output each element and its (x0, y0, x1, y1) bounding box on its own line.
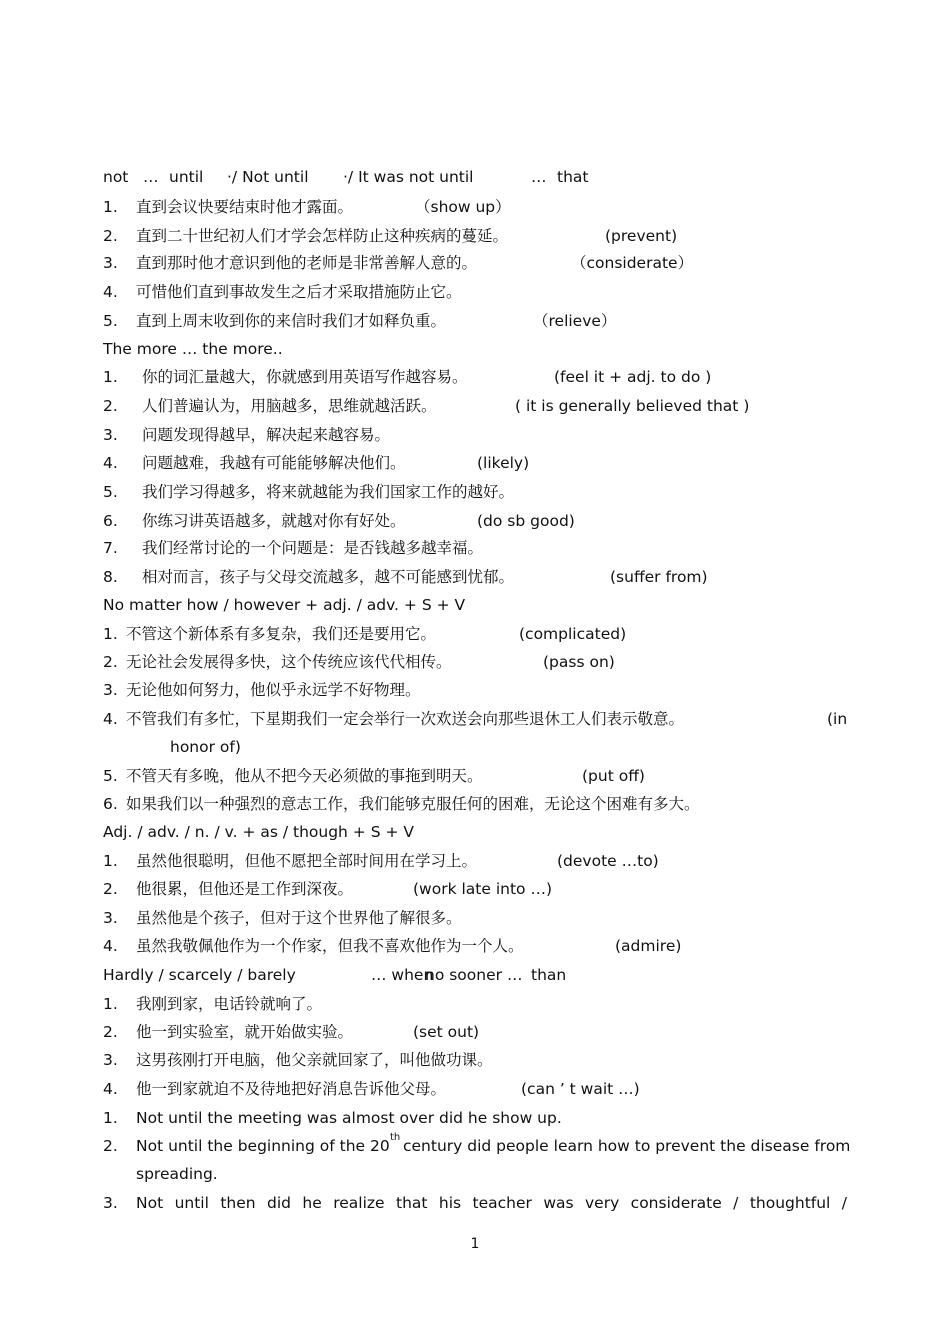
item-number: 4. (103, 283, 118, 301)
item-number: 2. (103, 1137, 118, 1155)
list-item (103, 1019, 803, 1045)
heading-part: … (143, 168, 159, 186)
item-number: 2. (103, 397, 118, 415)
list-item (103, 933, 803, 959)
item-hint: (feel it + adj. to do ) (554, 368, 712, 386)
item-number: 1. (103, 198, 118, 216)
answer-text: Not until then did he realize that his teacher was very considerate / thoughtful / (136, 1194, 847, 1212)
list-item (103, 422, 843, 448)
list-item (103, 450, 843, 476)
item-number: 7. (103, 539, 118, 557)
list-item (103, 1076, 803, 1102)
list-item (103, 649, 847, 675)
item-number: 1. (103, 368, 118, 386)
item-text: 相对而言，孩子与父母交流越多，越不可能感到忧郁。 (142, 568, 515, 586)
heading-part: … when (371, 966, 434, 984)
list-item (103, 223, 803, 249)
list-item (103, 763, 847, 789)
item-text: 直到上周末收到你的来信时我们才如释负重。 (136, 312, 447, 330)
heading-part: Hardly / scarcely / barely (103, 966, 296, 984)
item-hint: (work late into …) (413, 880, 552, 898)
item-text: 我刚到家，电话铃就响了。 (136, 995, 323, 1013)
item-text: 我们经常讨论的一个问题是：是否钱越多越幸福。 (142, 539, 484, 557)
answer-item (103, 1190, 847, 1216)
item-text: 你的词汇量越大，你就感到用英语写作越容易。 (142, 368, 468, 386)
item-number: 1. (103, 1109, 118, 1127)
heading-part: ·/ It was not until (343, 168, 474, 186)
item-number: 3. (103, 254, 118, 272)
item-text: 直到会议快要结束时他才露面。 (136, 198, 354, 216)
item-number: 4. (103, 937, 118, 955)
item-number: 6. (103, 512, 118, 530)
item-hint: ( it is generally believed that ) (515, 397, 750, 415)
item-hint: (can ’ t wait …) (521, 1080, 640, 1098)
item-number: 3. (103, 1194, 118, 1212)
item-hint: （considerate） (571, 254, 694, 272)
item-text: 无论社会发展得多快，这个传统应该代代相传。 (126, 653, 452, 671)
item-number: 3. (103, 909, 118, 927)
heading-part: until (169, 168, 204, 186)
item-text: 无论他如何努力，他似乎永远学不好物理。 (126, 681, 421, 699)
item-number: 4. (103, 710, 118, 728)
item-hint: (in (827, 710, 848, 728)
list-item (103, 848, 803, 874)
item-hint: (set out) (413, 1023, 480, 1041)
heading-part: … (531, 168, 547, 186)
item-number: 3. (103, 426, 118, 444)
item-number: 5. (103, 312, 118, 330)
superscript: th (390, 1132, 401, 1143)
item-hint: （show up） (415, 198, 511, 216)
item-number: 5. (103, 767, 118, 785)
item-text: 不管天有多晚，他从不把今天必须做的事拖到明天。 (126, 767, 483, 785)
item-hint: (complicated) (519, 625, 627, 643)
list-item (103, 706, 847, 732)
list-item (103, 677, 847, 703)
heading-not-until (103, 164, 803, 190)
item-number: 3. (103, 1051, 118, 1069)
item-text: 问题越难，我越有可能能够解决他们。 (142, 454, 406, 472)
list-item (103, 479, 843, 505)
item-hint: (pass on) (543, 653, 615, 671)
heading-part: that (557, 168, 589, 186)
item-text: 虽然他很聪明，但他不愿把全部时间用在学习上。 (136, 852, 478, 870)
list-item (103, 194, 803, 220)
item-hint: (likely) (477, 454, 530, 472)
list-item (103, 393, 843, 419)
item-hint: （relieve） (533, 312, 617, 330)
item-number: 1. (103, 625, 118, 643)
item-text: 不管这个新体系有多复杂，我们还是要用它。 (126, 625, 437, 643)
item-number: 5. (103, 483, 118, 501)
list-item (103, 535, 843, 561)
list-item (103, 991, 803, 1017)
item-hint-continuation: honor of) (170, 738, 241, 756)
item-text: 他一到实验室，就开始做实验。 (136, 1023, 354, 1041)
answer-text: century did people learn how to prevent the disease from (403, 1137, 851, 1155)
list-item (103, 564, 843, 590)
item-text: 你练习讲英语越多，就越对你有好处。 (142, 512, 406, 530)
heading-hardly-when (103, 962, 803, 988)
item-text: 直到二十世纪初人们才学会怎样防止这种疾病的蔓延。 (136, 227, 509, 245)
list-item (103, 876, 803, 902)
answer-item (103, 1132, 851, 1159)
item-hint: (do sb good) (477, 512, 575, 530)
item-number: 2. (103, 653, 118, 671)
item-text: 直到那时他才意识到他的老师是非常善解人意的。 (136, 254, 478, 272)
heading-part: no sooner (425, 966, 503, 984)
page-number: 1 (470, 1236, 480, 1252)
heading-adj-as-though: Adj. / adv. / n. / v. + as / though + S + V (103, 823, 414, 841)
item-number: 3. (103, 681, 118, 699)
answer-text: Not until the meeting was almost over did he show up. (136, 1109, 562, 1127)
item-number: 2. (103, 880, 118, 898)
heading-part: … (507, 966, 523, 984)
item-text: 虽然我敬佩他作为一个作家，但我不喜欢他作为一个人。 (136, 937, 524, 955)
list-item (103, 905, 803, 931)
answer-text: Not until the beginning of the 20 (136, 1137, 390, 1155)
item-text: 我们学习得越多，将来就越能为我们国家工作的越好。 (142, 483, 515, 501)
item-number: 2. (103, 227, 118, 245)
list-item (103, 308, 803, 334)
item-number: 4. (103, 1080, 118, 1098)
item-number: 8. (103, 568, 118, 586)
heading-the-more: The more … the more.. (103, 340, 283, 358)
heading-no-matter-how: No matter how / however + adj. / adv. + S + V (103, 596, 466, 614)
item-hint: (put off) (582, 767, 645, 785)
item-hint: (prevent) (605, 227, 678, 245)
answer-continuation: spreading. (136, 1165, 218, 1183)
list-item (103, 364, 843, 390)
list-item (103, 250, 803, 276)
list-item (103, 508, 843, 534)
item-hint: (admire) (615, 937, 682, 955)
heading-part: than (531, 966, 567, 984)
list-item (103, 1047, 803, 1073)
item-text: 虽然他是个孩子，但对于这个世界他了解很多。 (136, 909, 462, 927)
heading-part: ·/ Not until (227, 168, 309, 186)
list-item (103, 279, 803, 305)
item-text: 人们普遍认为，用脑越多，思维就越活跃。 (142, 397, 437, 415)
item-number: 1. (103, 852, 118, 870)
item-text: 他很累，但他还是工作到深夜。 (136, 880, 354, 898)
item-text: 问题发现得越早，解决起来越容易。 (142, 426, 391, 444)
item-hint: (suffer from) (610, 568, 708, 586)
heading-part: not (103, 168, 129, 186)
item-text: 这男孩刚打开电脑，他父亲就回家了，叫他做功课。 (136, 1051, 493, 1069)
answer-item (103, 1105, 847, 1131)
item-number: 1. (103, 995, 118, 1013)
item-hint: (devote …to) (557, 852, 659, 870)
item-text: 可惜他们直到事故发生之后才采取措施防止它。 (136, 283, 462, 301)
item-text: 他一到家就迫不及待地把好消息告诉他父母。 (136, 1080, 447, 1098)
list-item (103, 621, 847, 647)
item-number: 4. (103, 454, 118, 472)
item-number: 2. (103, 1023, 118, 1041)
item-text: 不管我们有多忙，下星期我们一定会举行一次欢送会向那些退休工人们表示敬意。 (126, 710, 685, 728)
list-item (103, 791, 847, 817)
item-text: 如果我们以一种强烈的意志工作，我们能够克服任何的困难，无论这个困难有多大。 (126, 795, 700, 813)
item-number: 6. (103, 795, 118, 813)
